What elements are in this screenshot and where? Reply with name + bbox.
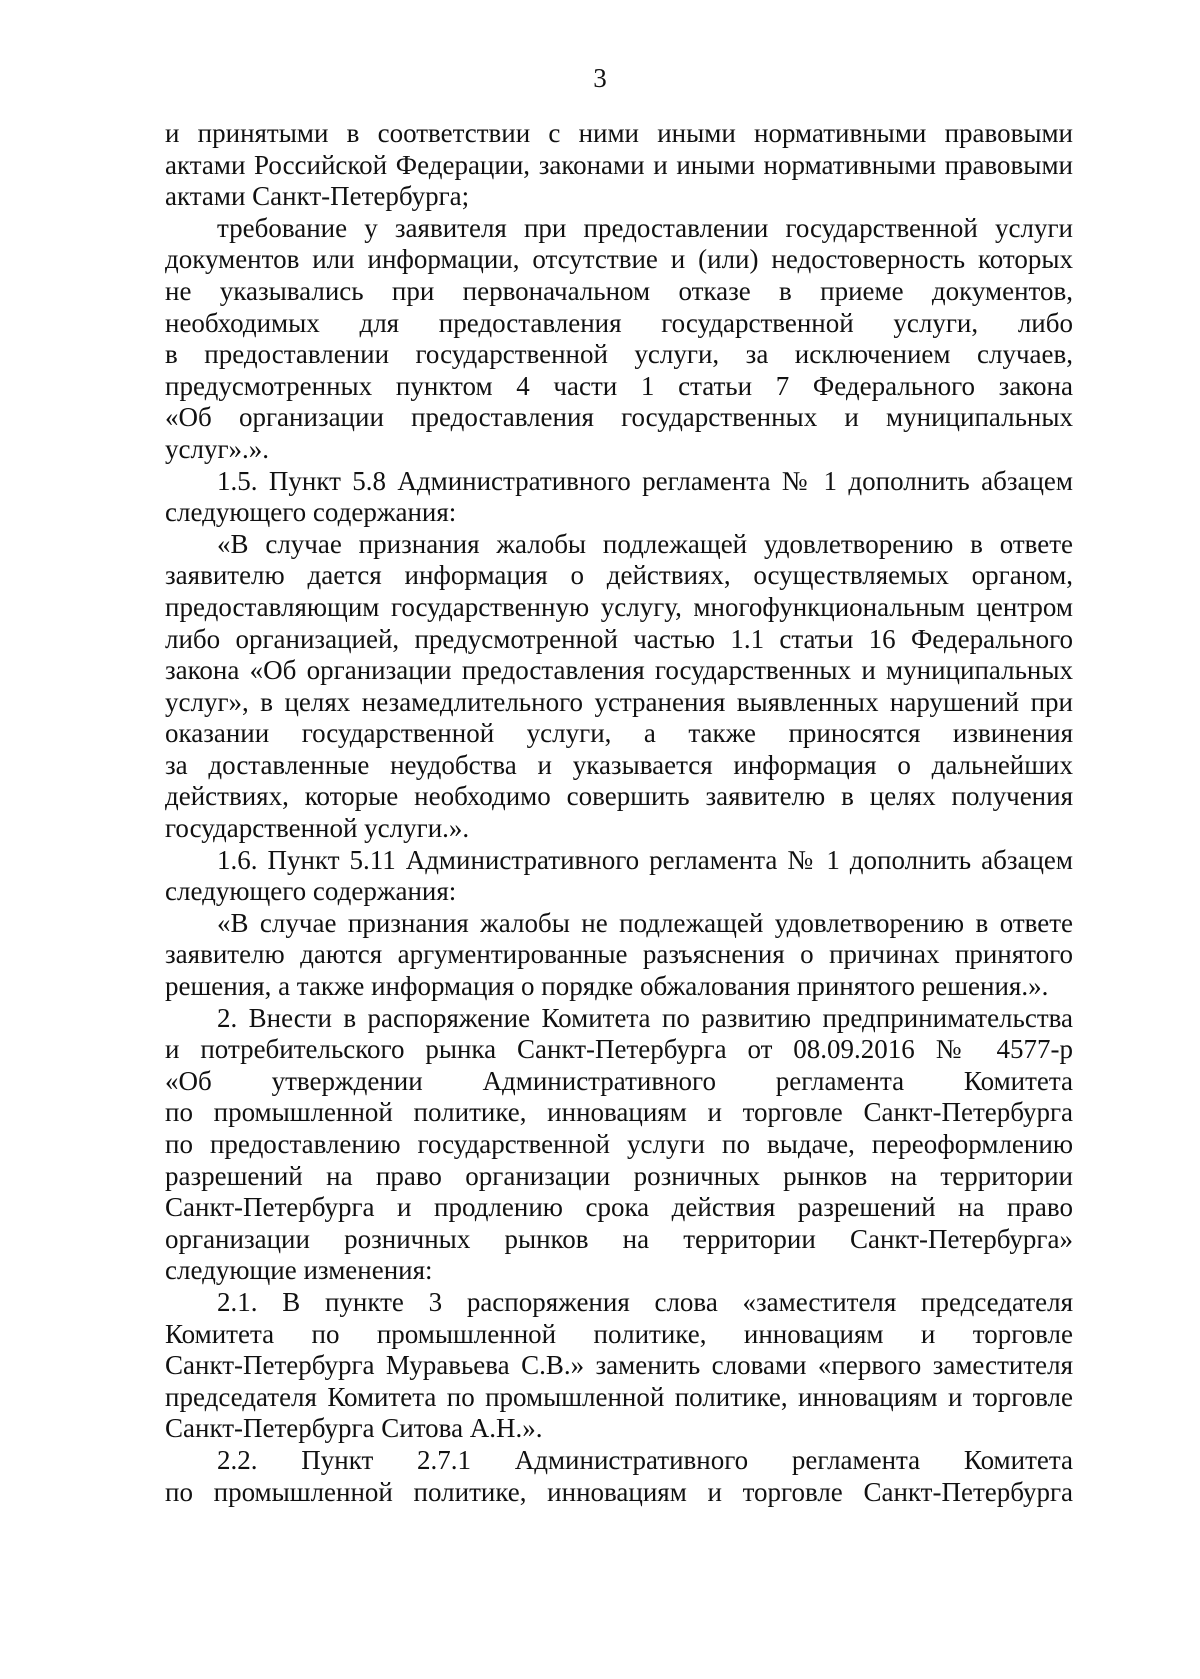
paragraph <box>165 1445 1073 1508</box>
text-line: председателя Комитета по промышленной политике, инновациям и торговле <box>165 1381 1073 1412</box>
paragraph <box>165 845 1073 908</box>
text-line: за доставленные неудобства и указывается информация о дальнейших <box>165 749 1073 780</box>
paragraph <box>165 466 1073 529</box>
text-line: 2.1. В пункте 3 распоряжения слова «заместителя председателя <box>217 1286 1073 1317</box>
text-line: «Об организации предоставления государственных и муниципальных <box>165 402 1073 433</box>
text-line: в предоставлении государственной услуги, за исключением случаев, <box>165 339 1073 370</box>
text-line: заявителю дается информация о действиях, осуществляемых органом, <box>165 560 1073 591</box>
text-line: оказании государственной услуги, а также приносятся извинения <box>165 718 1073 749</box>
text-line: предусмотренных пунктом 4 части 1 статьи 7 Федерального закона <box>165 370 1073 401</box>
paragraph <box>165 908 1073 1003</box>
text-line: решения, а также информация о порядке обжалования принятого решения.». <box>165 971 1049 1002</box>
text-line: необходимых для предоставления государственной услуги, либо <box>165 307 1073 338</box>
text-line: 1.5. Пункт 5.8 Административного регламента № 1 дополнить абзацем <box>217 465 1073 496</box>
document-body <box>165 118 1073 1508</box>
text-line: Санкт-Петербурга и продлению срока действия разрешений на право <box>165 1192 1073 1223</box>
text-line: организации розничных рынков на территории Санкт-Петербурга» <box>165 1223 1073 1254</box>
text-line: 2. Внести в распоряжение Комитета по развитию предпринимательства <box>217 1002 1073 1033</box>
text-line: заявителю даются аргументированные разъяснения о причинах принятого <box>165 939 1073 970</box>
text-line: и потребительского рынка Санкт-Петербурга от 08.09.2016 № 4577-р <box>165 1034 1073 1065</box>
text-line: государственной услуги.». <box>165 813 470 844</box>
text-line: 2.2. Пункт 2.7.1 Административного регламента Комитета <box>217 1444 1073 1475</box>
text-line: следующего содержания: <box>165 497 457 528</box>
text-line: «В случае признания жалобы подлежащей удовлетворению в ответе <box>217 528 1073 559</box>
text-line: услуг».». <box>165 433 270 464</box>
paragraph <box>165 529 1073 845</box>
text-line: не указывались при первоначальном отказе в приеме документов, <box>165 275 1073 306</box>
text-line: предоставляющим государственную услугу, многофункциональным центром <box>165 591 1073 622</box>
text-line: Санкт-Петербурга Ситова А.Н.». <box>165 1413 543 1444</box>
text-line: услуг», в целях незамедлительного устранения выявленных нарушений при <box>165 686 1073 717</box>
text-line: актами Санкт-Петербурга; <box>165 181 470 212</box>
page-number: 3 <box>593 63 607 93</box>
text-line: Санкт-Петербурга Муравьева С.В.» заменить словами «первого заместителя <box>165 1350 1073 1381</box>
text-line: либо организацией, предусмотренной частью 1.1 статьи 16 Федерального <box>165 623 1073 654</box>
text-line: закона «Об организации предоставления государственных и муниципальных <box>165 655 1073 686</box>
text-line: «Об утверждении Административного регламента Комитета <box>165 1065 1073 1096</box>
text-line: следующего содержания: <box>165 876 457 907</box>
text-line: документов или информации, отсутствие и (или) недостоверность которых <box>165 244 1073 275</box>
text-line: по предоставлению государственной услуги по выдаче, переоформлению <box>165 1129 1073 1159</box>
text-line: требование у заявителя при предоставлении государственной услуги <box>217 212 1073 243</box>
paragraph <box>165 1003 1073 1287</box>
paragraph <box>165 1287 1073 1445</box>
text-line: следующие изменения: <box>165 1255 433 1286</box>
text-line: по промышленной политике, инновациям и торговле Санкт-Петербурга <box>165 1476 1073 1507</box>
text-line: актами Российской Федерации, законами и иными нормативными правовыми <box>165 149 1073 180</box>
text-line: Комитета по промышленной политике, инновациям и торговле <box>165 1318 1073 1349</box>
paragraph <box>165 213 1073 466</box>
text-line: по промышленной политике, инновациям и торговле Санкт-Петербурга <box>165 1097 1073 1128</box>
text-line: и принятыми в соответствии с ними иными нормативными правовыми <box>165 118 1073 148</box>
text-line: 1.6. Пункт 5.11 Административного регламента № 1 дополнить абзацем <box>217 844 1073 875</box>
paragraph <box>165 118 1073 213</box>
text-line: действиях, которые необходимо совершить заявителю в целях получения <box>165 781 1073 812</box>
text-line: разрешений на право организации розничных рынков на территории <box>165 1160 1073 1191</box>
text-line: «В случае признания жалобы не подлежащей удовлетворению в ответе <box>217 907 1073 938</box>
